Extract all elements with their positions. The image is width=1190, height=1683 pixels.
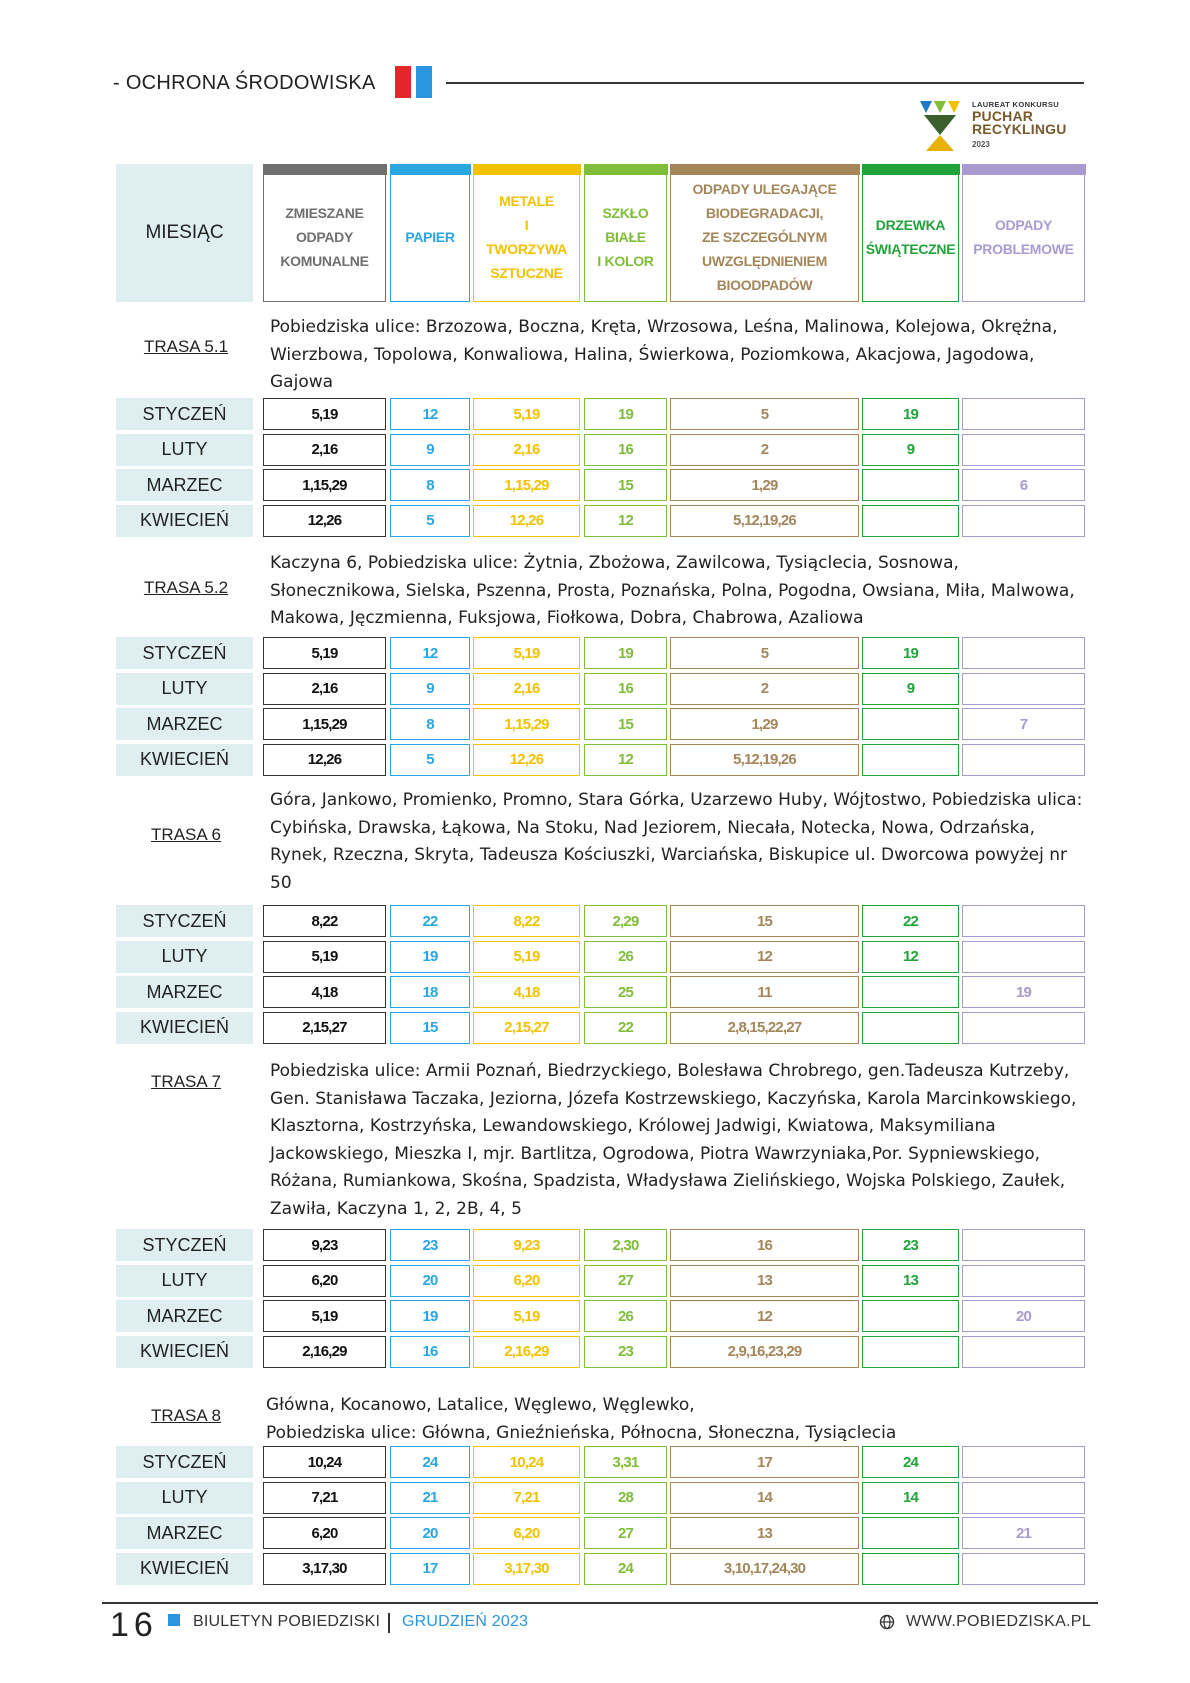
date-cell: 19 (584, 637, 667, 669)
schedule-row (0, 673, 1190, 705)
date-cell: 23 (390, 1229, 470, 1261)
date-cell: 17 (670, 1446, 859, 1478)
date-cell: 8,22 (473, 905, 580, 937)
month-cell: KWIECIEŃ (116, 744, 253, 776)
date-cell (862, 1336, 959, 1368)
column-header-7 (962, 164, 1085, 302)
month-cell: KWIECIEŃ (116, 1336, 253, 1368)
date-cell: 5,19 (473, 941, 580, 973)
route-streets: Pobiedziska ulice: Armii Poznań, Biedrzyckiego, Bolesława Chrobrego, gen.Tadeusza Kutrzeby, Gen. Stanisława Taczaka, Jeziorna, Józefa Kostrzewskiego, Kaczyńska, Karola Marcinkowskiego, Klasztorna, Kostrzyńska, Lewandowskiego, Królowej Jadwigi, Kwiatowa, Maksymiliana Jackowskiego, Mieszka I, mjr. Bartlitza, Ogrodowa, Piotra Wawrzyniaka,Por. Sypniewskiego, Różana, Rumiankowa, Skośna, Spadzista, Władysława Zielińskiego, Wojska Polskiego, Zaułek, Zawiła, Kaczyna 1, 2, 2B, 4, 5 (270, 1061, 1077, 1219)
date-cell: 14 (670, 1482, 859, 1514)
month-cell: KWIECIEŃ (116, 1012, 253, 1044)
date-cell: 12,26 (263, 505, 386, 537)
route-label: TRASA 8 (151, 1406, 221, 1425)
date-cell: 5 (390, 744, 470, 776)
date-cell: 10,24 (473, 1446, 580, 1478)
date-cell: 6 (962, 469, 1085, 501)
date-cell: 25 (584, 976, 667, 1008)
date-cell: 13 (862, 1265, 959, 1297)
date-cell: 1,15,29 (473, 469, 580, 501)
column-header-6 (862, 164, 959, 302)
date-cell: 22 (584, 1012, 667, 1044)
date-cell (962, 1229, 1085, 1261)
date-cell: 21 (962, 1517, 1085, 1549)
month-cell: KWIECIEŃ (116, 1553, 253, 1585)
date-cell: 2,16 (473, 434, 580, 466)
date-cell (862, 505, 959, 537)
month-cell: STYCZEŃ (116, 1229, 253, 1261)
date-cell: 9 (390, 673, 470, 705)
date-cell: 12 (670, 1300, 859, 1332)
date-cell: 17 (390, 1553, 470, 1585)
date-cell: 2,29 (584, 905, 667, 937)
date-cell: 19 (390, 941, 470, 973)
date-cell: 9,23 (473, 1229, 580, 1261)
date-cell: 15 (584, 708, 667, 740)
date-cell: 5,19 (263, 1300, 386, 1332)
date-cell: 10,24 (263, 1446, 386, 1478)
date-cell: 12 (390, 637, 470, 669)
date-cell: 15 (584, 469, 667, 501)
month-cell: MARZEC (116, 1300, 253, 1332)
publication-name: BIULETYN POBIEDZISKI (193, 1613, 381, 1630)
page-number: 16 (110, 1606, 158, 1644)
date-cell (862, 469, 959, 501)
date-cell: 5,12,19,26 (670, 505, 859, 537)
section-title: - OCHRONA ŚRODOWISKA (113, 72, 376, 94)
date-cell: 19 (962, 976, 1085, 1008)
date-cell: 19 (390, 1300, 470, 1332)
date-cell: 22 (390, 905, 470, 937)
route-label: TRASA 7 (151, 1072, 221, 1091)
date-cell: 15 (390, 1012, 470, 1044)
date-cell: 6,20 (473, 1517, 580, 1549)
route-streets: Główna, Kocanowo, Latalice, Węglewo, Węglewko, Pobiedziska ulice: Główna, Gnieźnieńska, Północna, Słoneczna, Tysiąclecia (266, 1395, 897, 1443)
date-cell: 16 (584, 673, 667, 705)
date-cell (862, 744, 959, 776)
date-cell: 7,21 (263, 1482, 386, 1514)
date-cell: 23 (862, 1229, 959, 1261)
column-header-4 (584, 164, 667, 302)
month-cell: MARZEC (116, 708, 253, 740)
column-header-label: ODPADY ULEGAJĄCE BIODEGRADACJI, ZE SZCZEGÓLNYM UWZGLĘDNIENIEM BIOODPADÓW (692, 181, 837, 293)
month-cell: MARZEC (116, 1517, 253, 1549)
date-cell: 6,20 (263, 1265, 386, 1297)
schedule-row (0, 434, 1190, 466)
date-cell (962, 941, 1085, 973)
issue-date: GRUDZIEŃ 2023 (402, 1613, 529, 1630)
date-cell (962, 1482, 1085, 1514)
date-cell: 5,12,19,26 (670, 744, 859, 776)
date-cell: 12 (390, 398, 470, 430)
month-cell: STYCZEŃ (116, 905, 253, 937)
month-cell: KWIECIEŃ (116, 505, 253, 537)
date-cell: 2,15,27 (473, 1012, 580, 1044)
date-cell: 5,19 (473, 398, 580, 430)
footer-separator (388, 1613, 390, 1633)
month-cell: STYCZEŃ (116, 398, 253, 430)
date-cell: 5,19 (263, 941, 386, 973)
date-cell: 2,16 (263, 434, 386, 466)
date-cell (962, 905, 1085, 937)
date-cell: 1,15,29 (263, 708, 386, 740)
schedule-row (0, 398, 1190, 430)
column-header-3 (473, 164, 580, 302)
schedule-row (0, 1482, 1190, 1514)
date-cell: 3,31 (584, 1446, 667, 1478)
date-cell: 19 (584, 398, 667, 430)
date-cell: 7 (962, 708, 1085, 740)
date-cell: 7,21 (473, 1482, 580, 1514)
award-logo-icon (918, 99, 962, 153)
date-cell: 5 (670, 637, 859, 669)
date-cell: 12 (862, 941, 959, 973)
route-streets: Kaczyna 6, Pobiedziska ulice: Żytnia, Zbożowa, Zawilcowa, Tysiąclecia, Sosnowa, Słonecznikowa, Sielska, Pszenna, Prosta, Poznańska, Polna, Pogodna, Owsiana, Miła, Malwowa, Makowa, Jęczmienna, Fuksjowa, Fiołkowa, Dobra, Chabrowa, Azaliowa (270, 553, 1075, 628)
date-cell: 15 (670, 905, 859, 937)
date-cell: 14 (862, 1482, 959, 1514)
column-header-5 (670, 164, 859, 302)
column-header-label: SZKŁO BIAŁE I KOLOR (597, 205, 654, 269)
date-cell (962, 637, 1085, 669)
date-cell: 19 (862, 637, 959, 669)
date-cell: 24 (862, 1446, 959, 1478)
date-cell: 8 (390, 708, 470, 740)
date-cell: 27 (584, 1517, 667, 1549)
column-header-label: METALE I TWORZYWA SZTUCZNE (486, 193, 567, 281)
month-column-header: MIESIĄC (116, 164, 253, 302)
date-cell: 9 (862, 673, 959, 705)
schedule-row (0, 1300, 1190, 1332)
date-cell (862, 1300, 959, 1332)
date-cell: 27 (584, 1265, 667, 1297)
schedule-row (0, 1012, 1190, 1044)
column-header-1 (263, 164, 386, 302)
date-cell: 2,8,15,22,27 (670, 1012, 859, 1044)
date-cell (962, 744, 1085, 776)
date-cell: 8 (390, 469, 470, 501)
date-cell: 24 (584, 1553, 667, 1585)
month-cell: STYCZEŃ (116, 1446, 253, 1478)
route-label: TRASA 6 (151, 825, 221, 844)
month-cell: LUTY (116, 1482, 253, 1514)
month-cell: MARZEC (116, 469, 253, 501)
date-cell: 1,15,29 (263, 469, 386, 501)
date-cell: 13 (670, 1517, 859, 1549)
month-cell: LUTY (116, 1265, 253, 1297)
column-header-label: ODPADY PROBLEMOWE (973, 217, 1074, 257)
award-title (972, 110, 1092, 136)
date-cell (962, 1012, 1085, 1044)
schedule-row (0, 708, 1190, 740)
month-cell: STYCZEŃ (116, 637, 253, 669)
date-cell: 12 (670, 941, 859, 973)
date-cell: 9 (862, 434, 959, 466)
date-cell: 2,16 (263, 673, 386, 705)
schedule-row (0, 1229, 1190, 1261)
date-cell (962, 434, 1085, 466)
schedule-row (0, 1517, 1190, 1549)
date-cell: 12,26 (473, 744, 580, 776)
flag-blue-bar (416, 66, 432, 98)
date-cell: 22 (862, 905, 959, 937)
date-cell: 12,26 (263, 744, 386, 776)
month-cell: LUTY (116, 434, 253, 466)
schedule-row (0, 905, 1190, 937)
date-cell: 4,18 (473, 976, 580, 1008)
schedule-row (0, 976, 1190, 1008)
date-cell (862, 1012, 959, 1044)
date-cell (862, 1517, 959, 1549)
date-cell: 26 (584, 1300, 667, 1332)
date-cell: 5 (390, 505, 470, 537)
date-cell: 2,16,29 (263, 1336, 386, 1368)
schedule-row (0, 744, 1190, 776)
date-cell: 12,26 (473, 505, 580, 537)
award-title-line1: PUCHAR (972, 108, 1034, 124)
schedule-row (0, 1265, 1190, 1297)
date-cell: 2,16,29 (473, 1336, 580, 1368)
date-cell (962, 1553, 1085, 1585)
date-cell (962, 505, 1085, 537)
date-cell (962, 1446, 1085, 1478)
column-header-2 (390, 164, 470, 302)
date-cell: 11 (670, 976, 859, 1008)
date-cell (962, 1336, 1085, 1368)
schedule-row (0, 1446, 1190, 1478)
schedule-row (0, 469, 1190, 501)
route-label: TRASA 5.2 (143, 578, 229, 597)
date-cell: 20 (962, 1300, 1085, 1332)
date-cell: 5,19 (263, 637, 386, 669)
date-cell: 5,19 (473, 1300, 580, 1332)
globe-icon (879, 1614, 895, 1630)
column-header-label: PAPIER (405, 229, 455, 245)
date-cell: 26 (584, 941, 667, 973)
award-year: 2023 (972, 140, 990, 149)
date-cell: 9 (390, 434, 470, 466)
date-cell: 6,20 (263, 1517, 386, 1549)
date-cell: 1,29 (670, 469, 859, 501)
route-streets: Góra, Jankowo, Promienko, Promno, Stara Górka, Uzarzewo Huby, Wójtostwo, Pobiedziska ulica: Cybińska, Drawska, Łąkowa, Na Stoku, Nad Jeziorem, Niecała, Notecka, Nowa, Odrzańska, Rynek, Rzeczna, Skryta, Tadeusza Kościuszki, Warciańska, Biskupice ul. Dworcowa powyżej nr 50 (270, 790, 1083, 893)
column-header-label: ZMIESZANE ODPADY KOMUNALNE (280, 205, 369, 269)
date-cell: 19 (862, 398, 959, 430)
date-cell (962, 673, 1085, 705)
date-cell: 12 (584, 505, 667, 537)
footer-square (168, 1614, 180, 1626)
schedule-row (0, 637, 1190, 669)
date-cell: 13 (670, 1265, 859, 1297)
date-cell: 2,30 (584, 1229, 667, 1261)
route-streets: Pobiedziska ulice: Brzozowa, Boczna, Kręta, Wrzosowa, Leśna, Malinowa, Kolejowa, Okrężna, Wierzbowa, Topolowa, Konwaliowa, Halina, Świerkowa, Poziomkowa, Akacjowa, Jagodowa, Gajowa (270, 317, 1058, 392)
month-cell: LUTY (116, 673, 253, 705)
website-link[interactable]: WWW.POBIEDZISKA.PL (906, 1613, 1091, 1630)
date-cell: 3,17,30 (263, 1553, 386, 1585)
month-cell: MARZEC (116, 976, 253, 1008)
month-cell: LUTY (116, 941, 253, 973)
date-cell: 5,19 (473, 637, 580, 669)
schedule-row (0, 505, 1190, 537)
date-cell: 18 (390, 976, 470, 1008)
date-cell (962, 398, 1085, 430)
date-cell: 8,22 (263, 905, 386, 937)
date-cell: 2,16 (473, 673, 580, 705)
date-cell: 2,15,27 (263, 1012, 386, 1044)
date-cell: 5 (670, 398, 859, 430)
date-cell (862, 976, 959, 1008)
date-cell: 3,17,30 (473, 1553, 580, 1585)
award-title-line2: RECYKLINGU (972, 121, 1067, 137)
date-cell: 2,9,16,23,29 (670, 1336, 859, 1368)
date-cell: 4,18 (263, 976, 386, 1008)
date-cell: 16 (670, 1229, 859, 1261)
date-cell: 2 (670, 434, 859, 466)
date-cell (962, 1265, 1085, 1297)
date-cell: 6,20 (473, 1265, 580, 1297)
date-cell: 2 (670, 673, 859, 705)
date-cell (862, 1553, 959, 1585)
date-cell: 21 (390, 1482, 470, 1514)
header-rule (446, 82, 1084, 84)
date-cell: 9,23 (263, 1229, 386, 1261)
flag-red-bar (395, 66, 411, 98)
schedule-row (0, 1336, 1190, 1368)
date-cell: 1,29 (670, 708, 859, 740)
route-label: TRASA 5.1 (143, 337, 229, 356)
footer-rule (102, 1602, 1098, 1604)
date-cell: 3,10,17,24,30 (670, 1553, 859, 1585)
date-cell (862, 708, 959, 740)
schedule-row (0, 941, 1190, 973)
date-cell: 20 (390, 1517, 470, 1549)
date-cell: 24 (390, 1446, 470, 1478)
column-header-label: DRZEWKA ŚWIĄTECZNE (865, 217, 956, 257)
date-cell: 16 (390, 1336, 470, 1368)
date-cell: 12 (584, 744, 667, 776)
date-cell: 28 (584, 1482, 667, 1514)
date-cell: 20 (390, 1265, 470, 1297)
date-cell: 16 (584, 434, 667, 466)
award-badge (918, 97, 1090, 153)
date-cell: 23 (584, 1336, 667, 1368)
date-cell: 5,19 (263, 398, 386, 430)
schedule-row (0, 1553, 1190, 1585)
award-caption: LAUREAT KONKURSU (972, 100, 1060, 109)
date-cell: 1,15,29 (473, 708, 580, 740)
